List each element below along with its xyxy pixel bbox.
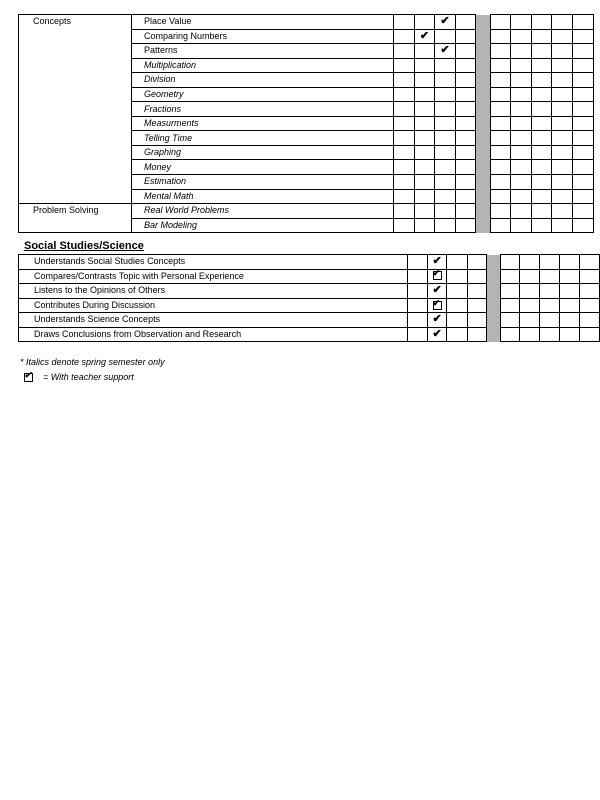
grade-cell — [579, 255, 599, 270]
grade-cell — [447, 327, 467, 342]
grade-cell — [559, 298, 579, 313]
grade-cell — [415, 73, 435, 88]
grade-cell — [552, 58, 573, 73]
table-row — [19, 327, 600, 342]
grade-cell — [491, 189, 511, 204]
skill-label: Comparing Numbers — [132, 29, 394, 44]
skill-label: Estimation — [132, 175, 394, 190]
grade-cell — [511, 58, 532, 73]
grade-cell — [435, 29, 456, 44]
grade-cell — [540, 284, 559, 299]
column-separator — [476, 58, 491, 73]
category-label: Concepts — [19, 15, 132, 204]
grade-cell — [456, 218, 476, 233]
grade-cell — [407, 255, 427, 270]
grade-cell — [456, 175, 476, 190]
skill-label: Compares/Contrasts Topic with Personal Experience — [19, 269, 408, 284]
grade-cell — [520, 313, 540, 328]
check-icon: ✔ — [440, 44, 450, 57]
grade-cell — [491, 204, 511, 219]
grade-cell — [435, 73, 456, 88]
grade-cell — [394, 102, 415, 117]
box-check-icon — [433, 271, 442, 280]
skill-label: Listens to the Opinions of Others — [19, 284, 408, 299]
grade-cell — [491, 160, 511, 175]
grade-cell — [573, 29, 594, 44]
grade-cell — [552, 160, 573, 175]
table-row — [19, 255, 600, 270]
grade-cell — [394, 58, 415, 73]
box-check-icon — [24, 373, 33, 382]
grade-cell — [427, 313, 447, 328]
grade-cell — [511, 116, 532, 131]
grade-cell — [511, 131, 532, 146]
column-separator — [476, 44, 491, 59]
grade-cell — [415, 175, 435, 190]
grade-cell — [394, 44, 415, 59]
column-separator — [476, 204, 491, 219]
grade-cell — [579, 327, 599, 342]
table-row — [19, 204, 594, 219]
grade-cell — [427, 298, 447, 313]
check-icon: ✔ — [419, 29, 430, 42]
grade-cell — [573, 44, 594, 59]
grade-cell — [394, 131, 415, 146]
grade-cell — [394, 160, 415, 175]
table-row — [19, 15, 594, 30]
grade-cell — [552, 87, 573, 102]
grade-cell — [456, 131, 476, 146]
column-separator — [476, 145, 491, 160]
table-row — [19, 313, 600, 328]
grade-cell — [501, 255, 520, 270]
skill-label: Real World Problems — [132, 204, 394, 219]
social-studies-table — [18, 254, 600, 342]
grade-cell — [407, 298, 427, 313]
grade-cell — [579, 298, 599, 313]
grade-cell — [501, 269, 520, 284]
grade-cell — [407, 313, 427, 328]
grade-cell — [532, 102, 552, 117]
grade-cell — [532, 175, 552, 190]
grade-cell — [415, 189, 435, 204]
skill-label: Understands Science Concepts — [19, 313, 408, 328]
grade-cell — [415, 102, 435, 117]
grade-cell — [435, 218, 456, 233]
grade-cell — [447, 313, 467, 328]
grade-cell — [573, 175, 594, 190]
grade-cell — [520, 298, 540, 313]
table-row — [19, 284, 600, 299]
grade-cell — [491, 44, 511, 59]
grade-cell — [491, 218, 511, 233]
column-separator — [476, 15, 491, 30]
skill-label: Multiplication — [132, 58, 394, 73]
grade-cell — [511, 145, 532, 160]
grade-cell — [520, 269, 540, 284]
grade-cell — [456, 15, 476, 30]
social-studies-heading: Social Studies/Science — [24, 240, 144, 252]
grade-cell — [394, 116, 415, 131]
grade-cell — [435, 58, 456, 73]
skill-label: Fractions — [132, 102, 394, 117]
grade-cell — [573, 160, 594, 175]
column-separator — [486, 298, 500, 313]
skill-label: Understands Social Studies Concepts — [19, 255, 408, 270]
grade-cell — [415, 58, 435, 73]
grade-cell — [532, 218, 552, 233]
column-separator — [486, 284, 500, 299]
grade-cell — [447, 255, 467, 270]
grade-cell — [456, 116, 476, 131]
grade-cell — [573, 131, 594, 146]
grade-cell — [579, 269, 599, 284]
support-note — [24, 372, 134, 382]
grade-cell — [501, 284, 520, 299]
skill-label: Measurments — [132, 116, 394, 131]
grade-cell — [552, 44, 573, 59]
grade-cell — [520, 255, 540, 270]
grade-cell — [573, 218, 594, 233]
grade-cell — [559, 313, 579, 328]
check-icon: ✔ — [440, 15, 450, 28]
check-icon: ✔ — [432, 284, 442, 297]
grade-cell — [540, 255, 559, 270]
skill-label: Graphing — [132, 145, 394, 160]
column-separator — [476, 131, 491, 146]
grade-cell — [559, 327, 579, 342]
skill-label: Telling Time — [132, 131, 394, 146]
grade-cell — [491, 116, 511, 131]
grade-cell — [394, 29, 415, 44]
grade-cell — [552, 145, 573, 160]
grade-cell — [501, 327, 520, 342]
grade-cell — [456, 204, 476, 219]
column-separator — [476, 87, 491, 102]
grade-cell — [511, 175, 532, 190]
grade-cell — [573, 87, 594, 102]
check-icon: ✔ — [432, 328, 442, 340]
category-label: Problem Solving — [19, 204, 132, 233]
grade-cell — [415, 44, 435, 59]
grade-cell — [467, 255, 486, 270]
grade-cell — [552, 29, 573, 44]
social-studies-body — [19, 255, 600, 342]
grade-cell — [573, 58, 594, 73]
support-note-text: = With teacher support — [43, 372, 134, 382]
grade-cell — [435, 116, 456, 131]
grade-cell — [407, 327, 427, 342]
grade-cell — [532, 44, 552, 59]
grade-cell — [559, 255, 579, 270]
skill-label: Division — [132, 73, 394, 88]
grade-cell — [552, 175, 573, 190]
grade-cell — [491, 145, 511, 160]
grade-cell — [552, 73, 573, 88]
grade-cell — [435, 145, 456, 160]
grade-cell — [573, 189, 594, 204]
skill-label: Bar Modeling — [132, 218, 394, 233]
grade-cell — [573, 102, 594, 117]
grade-cell — [552, 218, 573, 233]
grade-cell — [415, 87, 435, 102]
grade-cell — [456, 189, 476, 204]
grade-cell — [435, 189, 456, 204]
grade-cell — [579, 313, 599, 328]
grade-cell — [532, 116, 552, 131]
grade-cell — [511, 44, 532, 59]
grade-cell — [540, 298, 559, 313]
grade-cell — [573, 15, 594, 30]
column-separator — [486, 313, 500, 328]
grade-cell — [532, 145, 552, 160]
grade-cell — [552, 131, 573, 146]
column-separator — [486, 327, 500, 342]
skill-label: Mental Math — [132, 189, 394, 204]
grade-cell — [407, 269, 427, 284]
grade-cell — [552, 102, 573, 117]
grade-cell — [491, 29, 511, 44]
grade-cell — [511, 160, 532, 175]
grade-cell — [573, 204, 594, 219]
grade-cell — [415, 131, 435, 146]
grade-cell — [435, 131, 456, 146]
grade-cell — [415, 204, 435, 219]
box-check-icon — [433, 301, 442, 310]
grade-cell — [415, 218, 435, 233]
grade-cell — [394, 145, 415, 160]
column-separator — [476, 175, 491, 190]
column-separator — [476, 102, 491, 117]
grade-cell — [456, 44, 476, 59]
skill-label: Geometry — [132, 87, 394, 102]
grade-cell — [540, 313, 559, 328]
grade-cell — [435, 160, 456, 175]
grade-cell — [456, 58, 476, 73]
grade-cell — [435, 44, 456, 59]
column-separator — [476, 189, 491, 204]
check-icon: ✔ — [432, 255, 442, 268]
grade-cell — [394, 15, 415, 30]
grade-cell — [407, 284, 427, 299]
grade-cell — [540, 269, 559, 284]
grade-cell — [532, 87, 552, 102]
grade-cell — [467, 327, 486, 342]
grade-cell — [394, 189, 415, 204]
grade-cell — [435, 204, 456, 219]
column-separator — [476, 116, 491, 131]
table-row — [19, 298, 600, 313]
grade-cell — [467, 284, 486, 299]
grade-cell — [415, 160, 435, 175]
grade-cell — [579, 284, 599, 299]
column-separator — [476, 160, 491, 175]
grade-cell — [491, 102, 511, 117]
grade-cell — [456, 102, 476, 117]
grade-cell — [394, 204, 415, 219]
table-row — [19, 269, 600, 284]
grade-cell — [501, 298, 520, 313]
grade-cell — [435, 102, 456, 117]
grade-cell — [456, 87, 476, 102]
grade-cell — [532, 131, 552, 146]
grade-cell — [573, 145, 594, 160]
grade-cell — [532, 160, 552, 175]
grade-cell — [511, 87, 532, 102]
grade-cell — [456, 73, 476, 88]
grade-cell — [511, 15, 532, 30]
grade-cell — [552, 189, 573, 204]
grade-cell — [511, 102, 532, 117]
grade-cell — [435, 175, 456, 190]
grade-cell — [394, 175, 415, 190]
grade-cell — [447, 284, 467, 299]
skill-label: Patterns — [132, 44, 394, 59]
grade-cell — [456, 160, 476, 175]
grade-cell — [511, 218, 532, 233]
grade-cell — [491, 87, 511, 102]
grade-cell — [415, 145, 435, 160]
check-icon: ✔ — [432, 313, 442, 326]
math-skills-body — [19, 15, 594, 233]
grade-cell — [552, 116, 573, 131]
grade-cell — [394, 87, 415, 102]
grade-cell — [456, 29, 476, 44]
grade-cell — [394, 73, 415, 88]
grade-cell — [532, 204, 552, 219]
grade-cell — [467, 269, 486, 284]
column-separator — [476, 29, 491, 44]
grade-cell — [573, 73, 594, 88]
grade-cell — [520, 284, 540, 299]
italics-note: * Italics denote spring semester only — [20, 357, 165, 367]
grade-cell — [559, 269, 579, 284]
grade-cell — [447, 298, 467, 313]
grade-cell — [467, 298, 486, 313]
grade-cell — [435, 87, 456, 102]
grade-cell — [427, 327, 447, 342]
grade-cell — [491, 175, 511, 190]
grade-cell — [491, 73, 511, 88]
grade-cell — [559, 284, 579, 299]
grade-cell — [427, 284, 447, 299]
column-separator — [486, 255, 500, 270]
grade-cell — [415, 116, 435, 131]
grade-cell — [552, 15, 573, 30]
grade-cell — [532, 15, 552, 30]
grade-cell — [532, 73, 552, 88]
skill-label: Contributes During Discussion — [19, 298, 408, 313]
grade-cell — [520, 327, 540, 342]
grade-cell — [415, 15, 435, 30]
grade-cell — [427, 269, 447, 284]
grade-cell — [447, 269, 467, 284]
grade-cell — [511, 73, 532, 88]
grade-cell — [435, 15, 456, 30]
grade-cell — [532, 29, 552, 44]
grade-cell — [467, 313, 486, 328]
grade-cell — [427, 255, 447, 270]
grade-cell — [511, 204, 532, 219]
grade-cell — [532, 58, 552, 73]
grade-cell — [394, 218, 415, 233]
grade-cell — [511, 29, 532, 44]
grade-cell — [491, 15, 511, 30]
column-separator — [486, 269, 500, 284]
grade-cell — [552, 204, 573, 219]
grade-cell — [532, 189, 552, 204]
grade-cell — [573, 116, 594, 131]
column-separator — [476, 73, 491, 88]
grade-cell — [540, 327, 559, 342]
skill-label: Place Value — [132, 15, 394, 30]
grade-cell — [491, 131, 511, 146]
grade-cell — [501, 313, 520, 328]
column-separator — [476, 218, 491, 233]
grade-cell — [456, 145, 476, 160]
grade-cell — [491, 58, 511, 73]
grade-cell — [511, 189, 532, 204]
skill-label: Draws Conclusions from Observation and Research — [19, 327, 408, 342]
grade-cell — [415, 29, 435, 44]
skill-label: Money — [132, 160, 394, 175]
math-skills-table — [18, 14, 594, 233]
